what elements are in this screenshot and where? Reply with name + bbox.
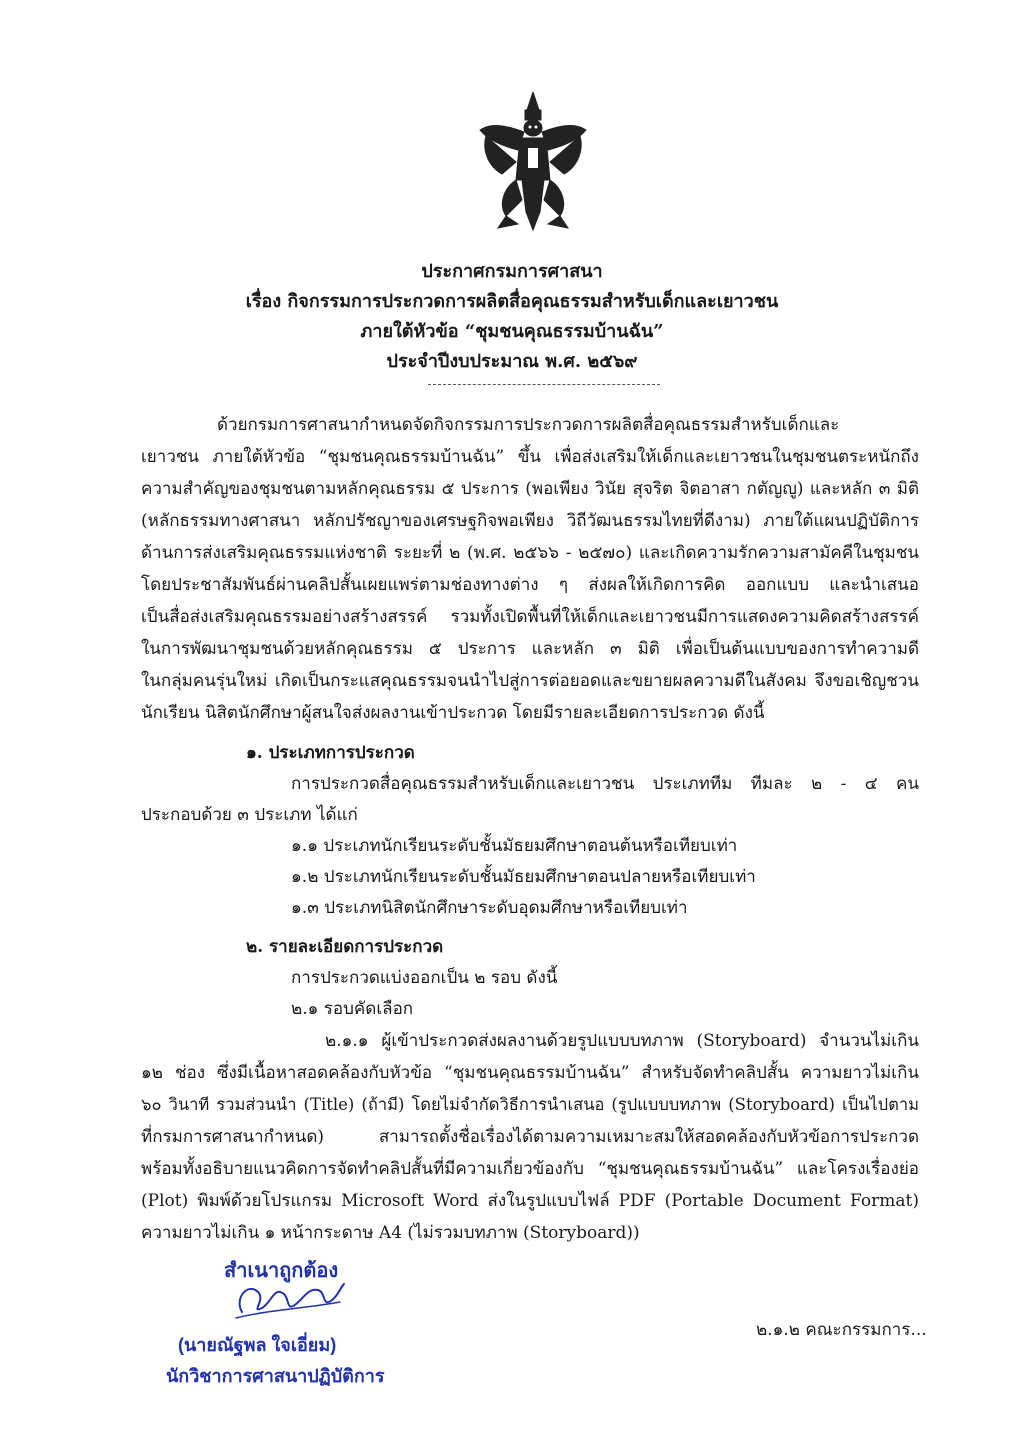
certifier-position: นักวิชาการศาสนาปฏิบัติการ <box>166 1366 385 1386</box>
announcement-topic: ภายใต้หัวข้อ “ชุมชนคุณธรรมบ้านฉัน” <box>360 321 664 342</box>
announcement-agency: ประกาศกรมการศาสนา <box>421 261 603 282</box>
section-text: ประกอบด้วย ๓ ประเภท ได้แก่ <box>141 805 358 825</box>
detail-line: ๑๒ ช่อง ซึ่งมีเนื้อหาสอดคล้องกับหัวข้อ “ชุมชนคุณธรรมบ้านฉัน” สำหรับจัดทำคลิปสั้น ความยาวไม่เกิน <box>141 1063 919 1083</box>
category-item: ๑.๑ ประเภทนักเรียนระดับชั้นมัธยมศึกษาตอนต้นหรือเทียบเท่า <box>291 836 738 856</box>
category-item: ๑.๓ ประเภทนิสิตนักศึกษาระดับอุดมศึกษาหรือเทียบเท่า <box>291 898 688 918</box>
detail-line: (Plot) พิมพ์ด้วยโปรแกรม Microsoft Word ส่งในรูปแบบไฟล์ PDF (Portable Document Format) <box>141 1191 919 1211</box>
category-item: ๑.๒ ประเภทนักเรียนระดับชั้นมัธยมศึกษาตอนปลายหรือเทียบเท่า <box>291 867 756 887</box>
announcement-subject: เรื่อง กิจกรรมการประกวดการผลิตสื่อคุณธรรมสำหรับเด็กและเยาวชน <box>245 291 779 312</box>
garuda-emblem-icon <box>478 92 588 232</box>
detail-line: ความยาวไม่เกิน ๑ หน้ากระดาษ A4 (ไม่รวมบทภาพ (Storyboard)) <box>141 1223 640 1243</box>
intro-line: ด้านการส่งเสริมคุณธรรมแห่งชาติ ระยะที่ ๒ (พ.ศ. ๒๕๖๖ - ๒๕๗๐) และเกิดความรักความสามัคคีในชุมชน <box>141 543 919 563</box>
intro-line: นักเรียน นิสิตนักศึกษาผู้สนใจส่งผลงานเข้าประกวด โดยมีรายละเอียดการประกวด ดังนี้ <box>141 703 765 723</box>
section-text: การประกวดแบ่งออกเป็น ๒ รอบ ดังนี้ <box>291 968 558 988</box>
section-heading: ๑. ประเภทการประกวด <box>246 743 415 763</box>
intro-line: โดยประชาสัมพันธ์ผ่านคลิปสั้นเผยแพร่ตามช่องทางต่าง ๆ ส่งผลให้เกิดการคิด ออกแบบ และนำเสนอ <box>141 575 919 595</box>
detail-line: พร้อมทั้งอธิบายแนวคิดการจัดทำคลิปสั้นที่มีความเกี่ยวข้องกับ “ชุมชนคุณธรรมบ้านฉัน” และโครงเรื่องย่อ <box>141 1159 919 1179</box>
section-heading: ๒. รายละเอียดการประกวด <box>246 937 444 957</box>
announcement-fiscal-year: ประจำปีงบประมาณ พ.ศ. ๒๕๖๙ <box>386 351 638 372</box>
intro-line: ความสำคัญของชุมชนตามหลักคุณธรรม ๕ ประการ (พอเพียง วินัย สุจริต จิตอาสา กตัญญู) และหลัก ๓ มิติ <box>141 479 919 499</box>
intro-line: ในการพัฒนาชุมชนด้วยหลักคุณธรรม ๕ ประการ และหลัก ๓ มิติ เพื่อเป็นต้นแบบของการทำความดี <box>141 639 919 659</box>
detail-line: ๖๐ วินาที รวมส่วนนำ (Title) (ถ้ามี) โดยไม่จำกัดวิธีการนำเสนอ (รูปแบบบทภาพ (Storyboard) เป็นไปตาม <box>141 1095 919 1114</box>
section-text: ๒.๑ รอบคัดเลือก <box>291 999 414 1019</box>
intro-line: (หลักธรรมทางศาสนา หลักปรัชญาของเศรษฐกิจพอเพียง วิถีวัฒนธรรมไทยที่ดีงาม) ภายใต้แผนปฏิบัติการ <box>141 511 919 531</box>
intro-line: เป็นสื่อส่งเสริมคุณธรรมอย่างสร้างสรรค์ รวมทั้งเปิดพื้นที่ให้เด็กและเยาวชนมีการแสดงความคิดสร้างสรรค์ <box>141 607 919 627</box>
intro-line: เยาวชน ภายใต้หัวข้อ “ชุมชนคุณธรรมบ้านฉัน” ขึ้น เพื่อส่งเสริมให้เด็กและเยาวชนในชุมชนตระหนักถึง <box>141 447 919 467</box>
page-continuation: ๒.๑.๒ คณะกรรมการ... <box>756 1320 927 1340</box>
detail-line: ที่กรมการศาสนากำหนด) สามารถตั้งชื่อเรื่องได้ตามความเหมาะสมให้สอดคล้องกับหัวข้อการประกวด <box>141 1127 919 1147</box>
header-divider <box>428 384 660 385</box>
section-text: การประกวดสื่อคุณธรรมสำหรับเด็กและเยาวชน ประเภททีม ทีมละ ๒ - ๔ คน <box>291 774 919 794</box>
certified-copy-stamp: สำเนาถูกต้อง <box>224 1260 339 1282</box>
intro-line: ในกลุ่มคนรุ่นใหม่ เกิดเป็นกระแสคุณธรรมจนนำไปสู่การต่อยอดและขยายผลความดีในสังคม จึงขอเชิญชวน <box>141 671 919 691</box>
certifier-name: (นายณัฐพล ใจเอี่ยม) <box>178 1335 337 1355</box>
signature-icon <box>228 1268 348 1328</box>
detail-line: ๒.๑.๑ ผู้เข้าประกวดส่งผลงานด้วยรูปแบบบทภาพ (Storyboard) จำนวนไม่เกิน <box>325 1031 919 1051</box>
intro-line: ด้วยกรมการศาสนากำหนดจัดกิจกรรมการประกวดการผลิตสื่อคุณธรรมสำหรับเด็กและ <box>217 415 840 435</box>
